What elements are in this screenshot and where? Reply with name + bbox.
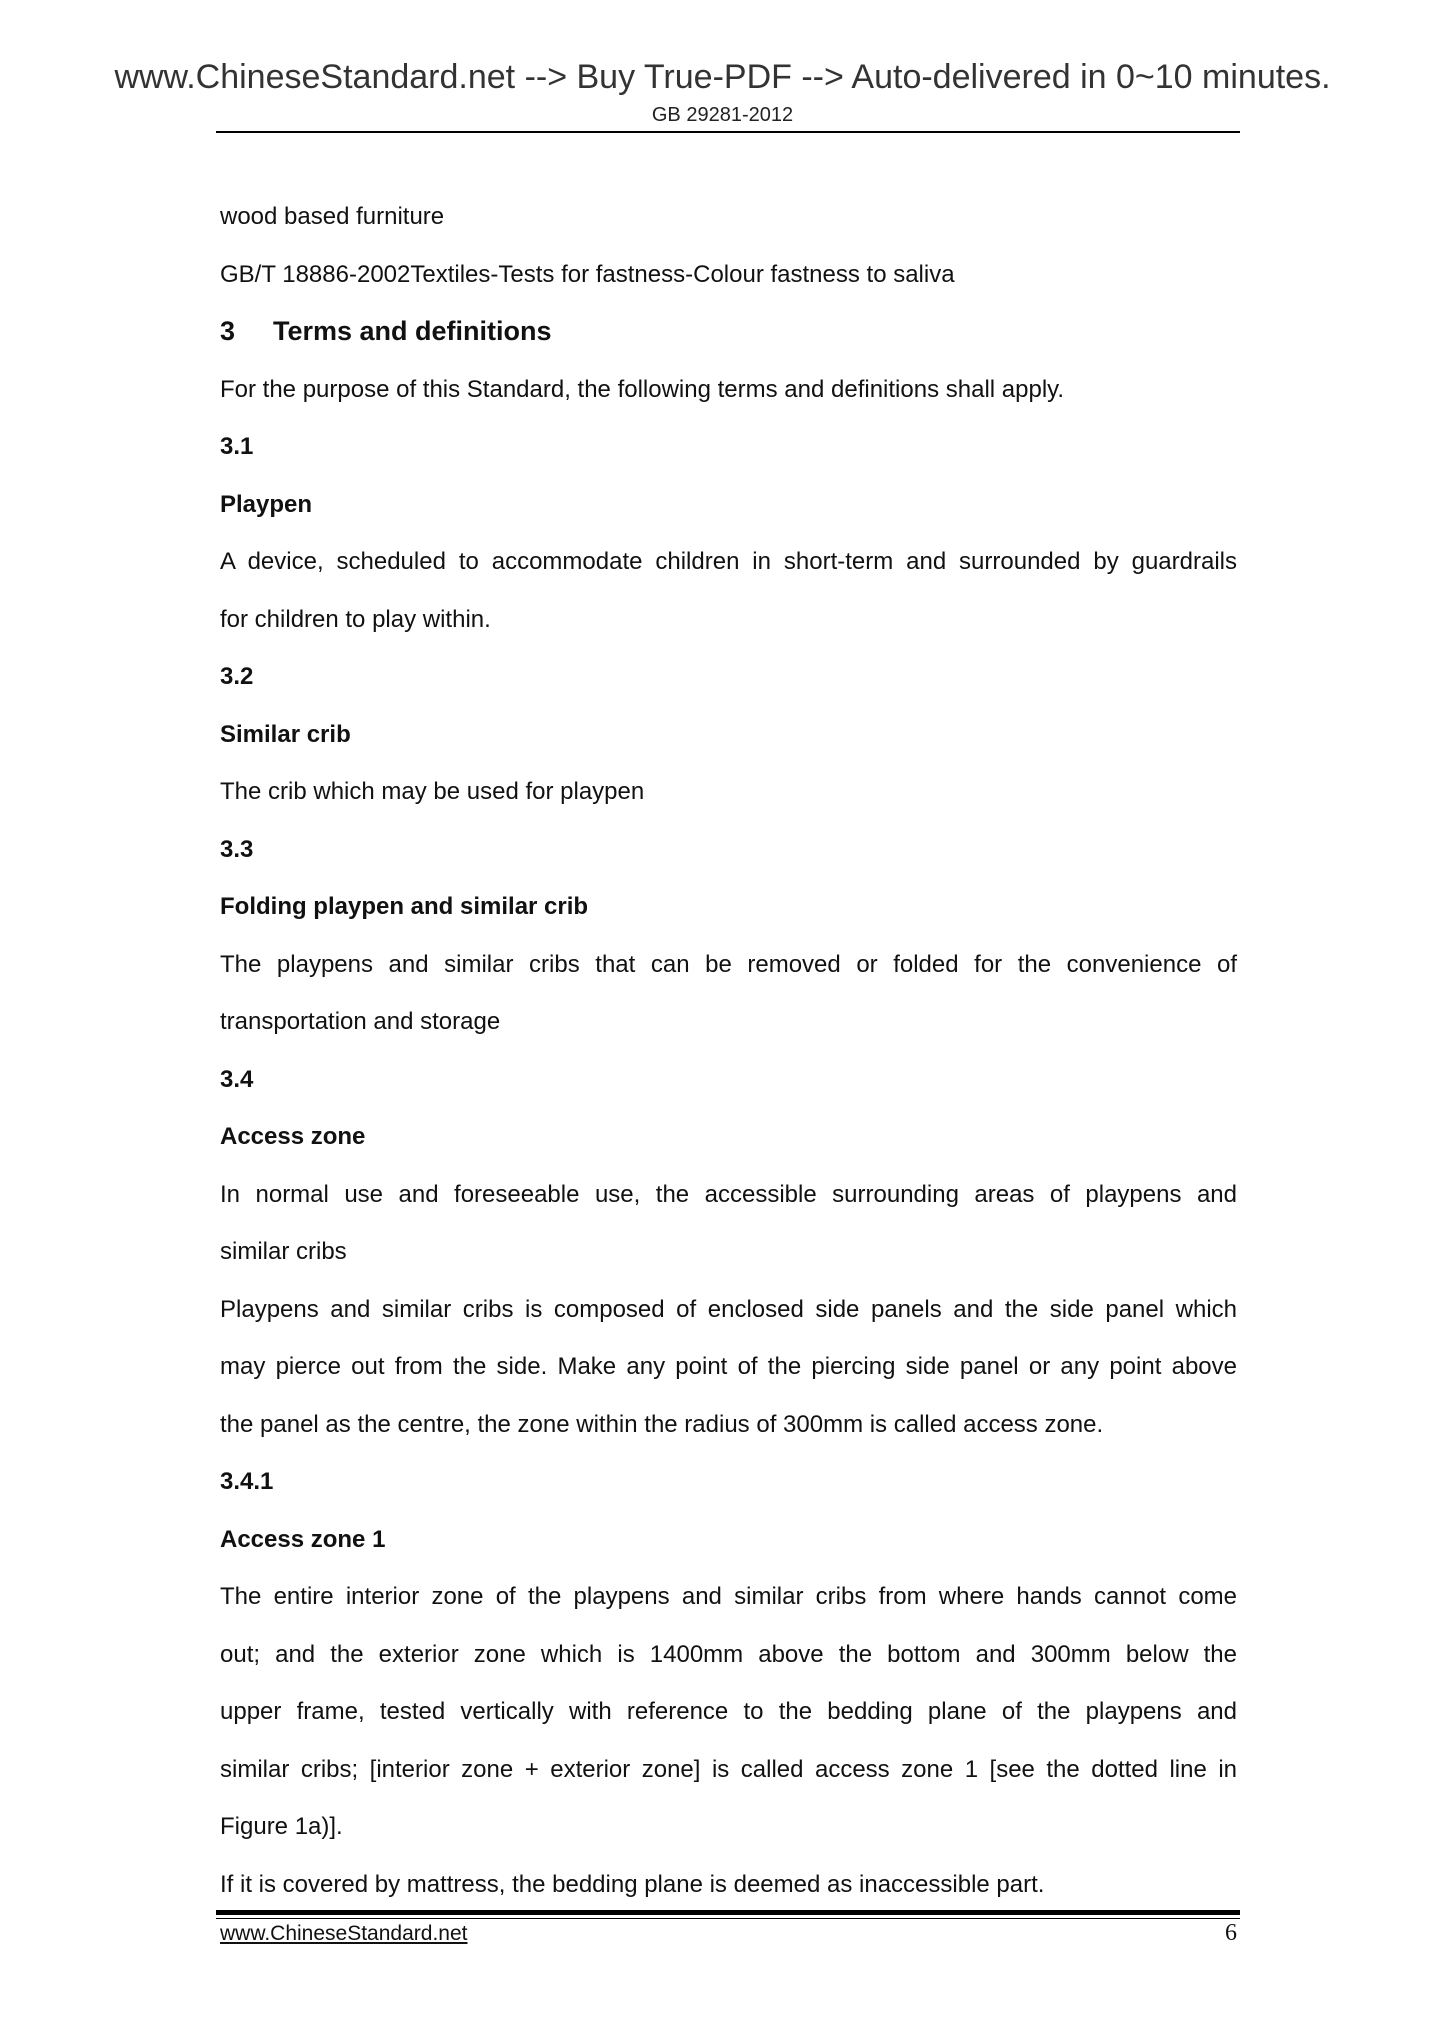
definition-line: similar cribs; [interior zone + exterior zone] is called access zone 1 [see the dotted line in xyxy=(220,1755,1237,1783)
term-number: 3.3 xyxy=(220,835,254,863)
section-title: Terms and definitions xyxy=(273,316,552,346)
definition-line: A device, scheduled to accommodate children in short-term and surrounded by guardrails xyxy=(220,548,1237,575)
term-title: Folding playpen and similar crib xyxy=(220,893,589,920)
definition-line: for children to play within. xyxy=(220,605,491,633)
definition-line: Figure 1a)]. xyxy=(220,1813,343,1840)
definition-line: upper frame, tested vertically with reference to the bedding plane of the playpens and xyxy=(220,1698,1237,1725)
definition-line: Playpens and similar cribs is composed of enclosed side panels and the side panel which xyxy=(220,1295,1237,1323)
term-title: Similar crib xyxy=(220,720,351,748)
section-heading xyxy=(220,303,1237,361)
definition-line: out; and the exterior zone which is 1400mm above the bottom and 300mm below the xyxy=(220,1640,1237,1668)
reference-continuation: wood based furniture xyxy=(220,203,445,230)
term-number: 3.4 xyxy=(220,1065,254,1093)
term-number: 3.2 xyxy=(220,663,254,690)
definition-line: The playpens and similar cribs that can be removed or folded for the convenience of xyxy=(220,950,1237,978)
definition-line: transportation and storage xyxy=(220,1008,501,1035)
standard-code: GB 29281-2012 xyxy=(651,104,794,126)
definition-line: In normal use and foreseeable use, the accessible surrounding areas of playpens and xyxy=(220,1180,1237,1208)
definition-line: The crib which may be used for playpen xyxy=(220,778,645,805)
term-title: Access zone xyxy=(220,1123,366,1150)
header-banner[interactable]: www.ChineseStandard.net --> Buy True-PDF --> Auto-delivered in 0~10 minutes. xyxy=(114,58,1331,96)
definition-line: similar cribs xyxy=(220,1238,347,1265)
definition-line: may pierce out from the side. Make any point of the piercing side panel or any point above xyxy=(220,1353,1237,1380)
definition-line: the panel as the centre, the zone within the radius of 300mm is called access zone. xyxy=(220,1410,1104,1438)
footer-website-link[interactable]: www.ChineseStandard.net xyxy=(220,1922,468,1945)
term-number: 3.1 xyxy=(220,433,254,460)
section-number: 3 xyxy=(220,316,236,346)
document-body xyxy=(220,188,1237,1913)
footer-divider-thick xyxy=(216,1910,1240,1915)
page-number: 6 xyxy=(1225,1920,1237,1946)
definition-line: If it is covered by mattress, the bedding plane is deemed as inaccessible part. xyxy=(220,1870,1045,1898)
definition-line: The entire interior zone of the playpens and similar cribs from where hands cannot come xyxy=(220,1583,1237,1610)
header-divider xyxy=(216,131,1240,133)
footer-divider-thin xyxy=(216,1918,1240,1919)
term-title: Access zone 1 xyxy=(220,1525,386,1553)
section-intro: For the purpose of this Standard, the following terms and definitions shall apply. xyxy=(220,375,1065,403)
reference-gbt-18886: GB/T 18886-2002Textiles-Tests for fastness-Colour fastness to saliva xyxy=(220,260,955,288)
term-title: Playpen xyxy=(220,490,313,518)
term-number: 3.4.1 xyxy=(220,1468,274,1495)
